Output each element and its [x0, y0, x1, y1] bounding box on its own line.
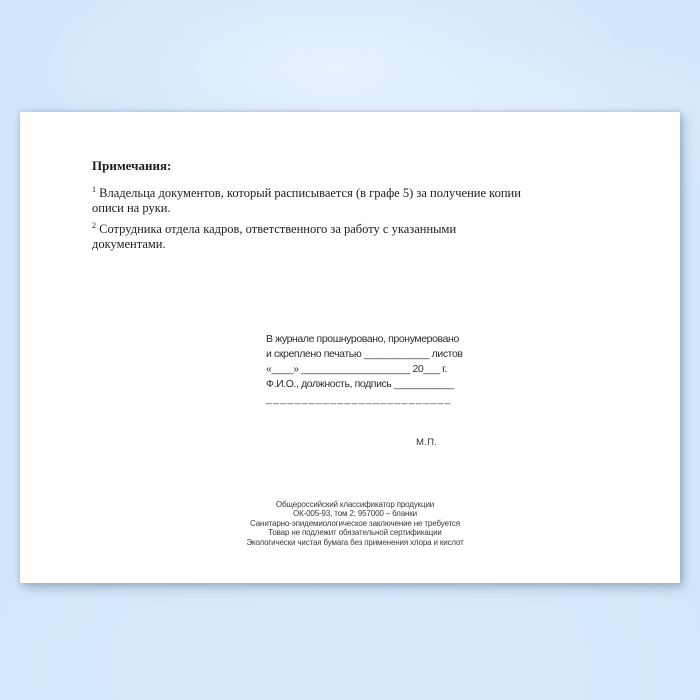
note-text: Владельца документов, который расписывается (в графе 5) за получение копии описи на руки.: [92, 186, 521, 215]
certification-footer: [30, 500, 680, 547]
stamp-place-mark: М.П.: [416, 437, 438, 448]
note-marker: 1: [92, 184, 96, 194]
footer-certification-line: Экологически чистая бумага без применения хлора и кислот: [246, 537, 464, 547]
note-item: [92, 222, 522, 252]
stamp-declaration-line: Ф.И.О., должность, подпись ___________: [266, 378, 454, 390]
notes-heading: Примечания:: [92, 158, 172, 173]
notes-section: [92, 158, 522, 252]
signature-dashed-line: __________________________: [266, 393, 452, 405]
footer-certification-line: ОК-005-93, том 2; 957000 – бланки: [293, 509, 417, 519]
stamp-declaration-line: В журнале прошнуровано, пронумеровано: [266, 333, 459, 345]
note-text: Сотрудника отдела кадров, ответственного за работу с указанными документами.: [92, 222, 457, 251]
note-marker: 2: [92, 220, 96, 230]
document-page: [20, 112, 680, 583]
note-item: [92, 186, 522, 216]
stamp-declaration-line: «____» ____________________ 20___ г.: [266, 363, 447, 375]
binding-declaration-block: [266, 332, 466, 407]
stamp-declaration-line: и скреплено печатью ____________ листов: [266, 348, 463, 360]
footer-certification-line: Санитарно-эпидемиологическое заключение не требуется: [250, 518, 460, 528]
footer-certification-line: Товар не подлежит обязательной сертификации: [268, 528, 442, 538]
footer-certification-line: Общероссийский классификатор продукции: [275, 500, 435, 509]
